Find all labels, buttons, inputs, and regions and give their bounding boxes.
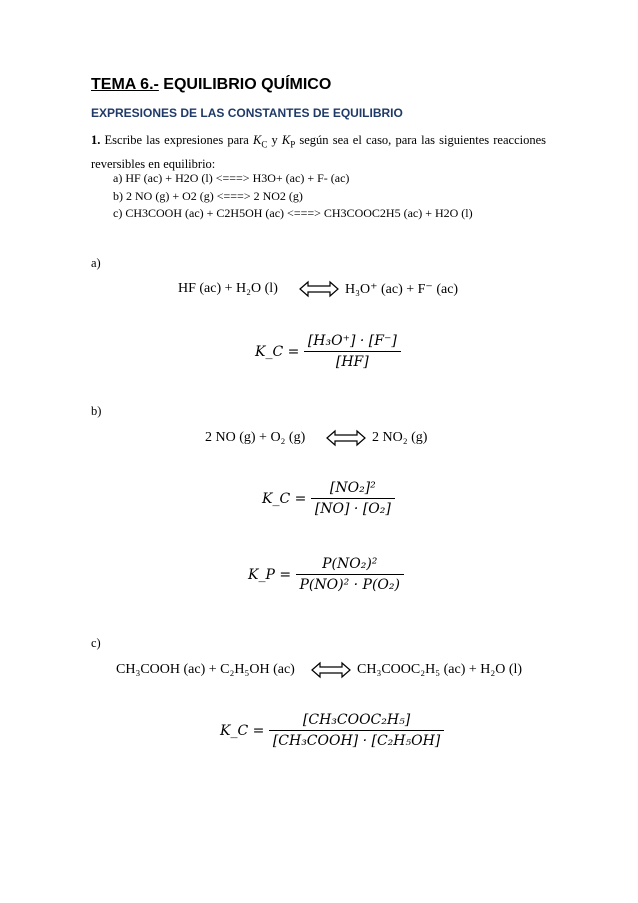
double-arrow-icon <box>298 280 340 298</box>
reaction-b-right: 2 NO₂ (g) <box>372 430 428 445</box>
section-b-label: b) <box>91 404 102 418</box>
intro-text-a: Escribe las expresiones para <box>100 133 253 147</box>
reaction-b-left: 2 NO (g) + O₂ (g) <box>205 430 306 445</box>
reaction-a-right: H₃O⁺ (ac) + F⁻ (ac) <box>345 282 459 297</box>
kc-denominator: [CH₃COOH] · [C₂H₅OH] <box>269 730 444 749</box>
exercise-statement <box>91 131 546 174</box>
page-title <box>91 76 331 94</box>
kc-denominator: [NO] · [O₂] <box>311 498 395 517</box>
kc-numerator: [CH₃COOC₂H₅] <box>302 712 411 728</box>
kc-denominator: [HF] <box>304 351 401 370</box>
kc-lhs: K_C = <box>262 490 307 507</box>
section-a-label: a) <box>91 256 101 270</box>
reaction-c-right: CH₃COOC₂H₅ (ac) + H₂O (l) <box>357 662 523 677</box>
intro-text-b: y <box>267 133 282 147</box>
exercise-number: 1. <box>91 133 101 147</box>
reaction-list <box>113 170 473 223</box>
kp-expression-b <box>248 556 404 593</box>
kp-sub: P <box>290 139 296 150</box>
kc-expression-c <box>220 712 444 749</box>
reaction-a-left: HF (ac) + H₂O (l) <box>178 281 278 296</box>
kc-lhs: K_C = <box>255 343 300 360</box>
section-subtitle: EXPRESIONES DE LAS CONSTANTES DE EQUILIBRIO <box>91 106 403 120</box>
kp-lhs: K_P = <box>248 566 292 583</box>
kc-expression-a <box>255 333 401 370</box>
double-arrow-icon <box>325 429 367 447</box>
section-c-label: c) <box>91 636 101 650</box>
list-item: b) 2 NO (g) + O2 (g) <===> 2 NO2 (g) <box>113 188 303 203</box>
list-item: c) CH3COOH (ac) + C2H5OH (ac) <===> CH3COOC2H5 (ac) + H2O (l) <box>113 206 473 220</box>
title-prefix: TEMA 6.- <box>91 76 159 93</box>
double-arrow-icon <box>310 661 352 679</box>
list-item: a) HF (ac) + H2O (l) <===> H3O+ (ac) + F- (ac) <box>113 171 350 185</box>
kc-expression-b <box>262 480 395 517</box>
kp-symbol: K <box>281 133 291 147</box>
kp-denominator: P(NO)² · P(O₂) <box>296 574 404 593</box>
reaction-c-left: CH₃COOH (ac) + C₂H₅OH (ac) <box>116 662 295 677</box>
kc-numerator: [H₃O⁺] · [F⁻] <box>307 333 397 349</box>
kp-numerator: P(NO₂)² <box>322 556 378 572</box>
kc-sub: C <box>261 139 268 150</box>
kc-numerator: [NO₂]² <box>329 480 376 496</box>
kc-symbol: K <box>252 133 262 147</box>
intro-text-c: según sea el caso, para las siguientes reacciones reversibles en equilibrio: <box>91 133 547 171</box>
kc-lhs: K_C = <box>220 722 265 739</box>
title-main: EQUILIBRIO QUÍMICO <box>158 76 332 93</box>
